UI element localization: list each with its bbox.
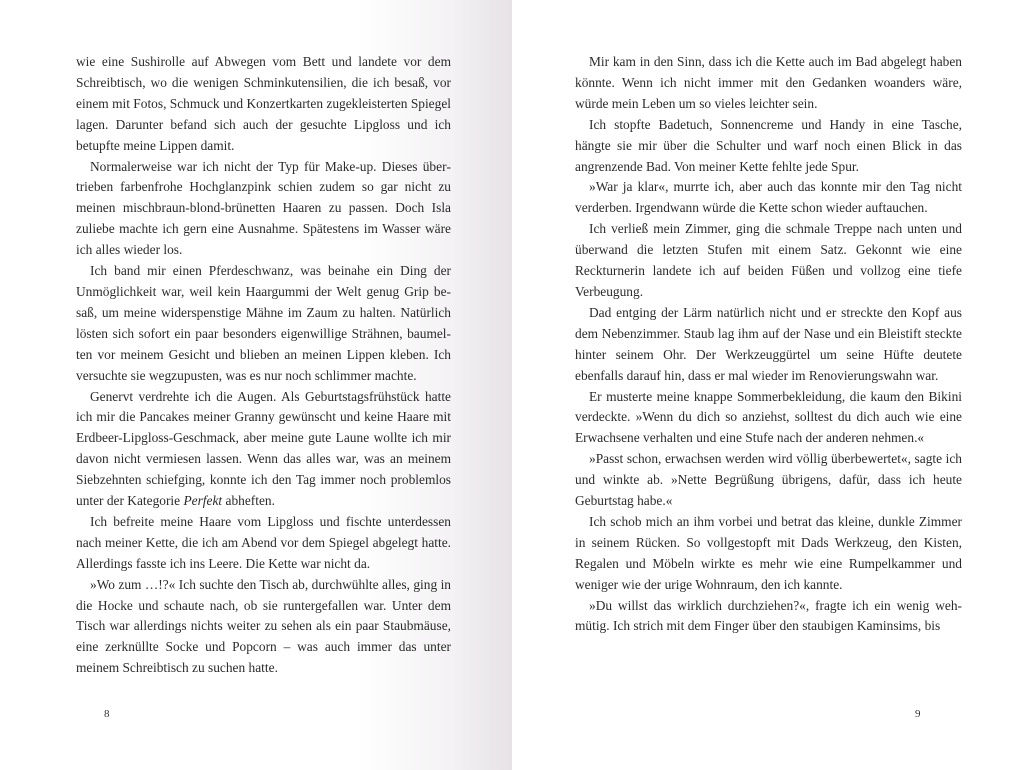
paragraph: Er musterte meine knappe Sommerbekleidung, die kaum den Bikini verdeckte. »Wenn du dich so anziehst, solltest du dich auch wie eine Erwachsene verhalten und eine Stufe nach der anderen nehmen.« [575, 388, 962, 446]
right-page [512, 0, 1024, 770]
right-page-text [575, 52, 962, 637]
paragraph: Normalerweise war ich nicht der Typ für Make-up. Dieses übertrieben farbenfrohe Hochglanzpink schien zudem so gar nicht zu meinen mischbraun-blond-brünetten Haaren zu passen. Doch Isla zuliebe machte ich gern eine Ausnahme. Spätestens im Wasser wäre ich alles wieder los. [76, 158, 451, 258]
paragraph: wie eine Sushirolle auf Abwegen vom Bett und landete vor dem Schreibtisch, wo die wenigen Schminkutensilien, die ich besaß, vor einem mit Fotos, Schmuck und Konzertkarten zugekleisterten Spiegel lagen. Darunter befand sich auch der gesuchte Lipgloss und ich betupfte meine Lippen damit. [76, 54, 451, 153]
paragraph: Dad entging der Lärm natürlich nicht und er streckte den Kopf aus dem Nebenzimmer. Staub lag ihm auf der Nase und ein Bleistift steckte hinter seinem Ohr. Der Werkzeuggürtel um seine Hüfte deutete ebenfalls darauf hin, dass er mal wieder im Renovierungswahn war. [575, 304, 962, 383]
page-number: 8 [104, 708, 110, 720]
paragraph: Ich band mir einen Pferdeschwanz, was beinahe ein Ding der Unmöglichkeit war, weil kein Haargummi der Welt genug Grip besaß, um meine widerspenstige Mähne im Zaum zu halten. Natürlich lösten sich sofort ein paar besonders eigenwillige Strähnen, baumelten vor meinem Gesicht und blieben an meinen Lippen kleben. Ich versuchte sie wegzupusten, was es nur noch schlimmer machte. [76, 263, 451, 383]
paragraph-text: abheften. [225, 493, 275, 509]
paragraph: Ich schob mich an ihm vorbei und betrat das kleine, dunkle Zimmer in seinem Rücken. So vollgestopft mit Dads Werkzeug, den Kisten, Regalen und Möbeln wirkte es mehr wie eine Rumpelkammer und weniger wie der urige Wohnraum, den ich kannte. [575, 513, 962, 592]
page-number: 9 [915, 708, 921, 720]
paragraph: »Du willst das wirklich durchziehen?«, fragte ich ein wenig wehmütig. Ich strich mit dem Finger über den staubigen Kaminsims, bis [575, 597, 962, 634]
paragraph: Ich stopfte Badetuch, Sonnencreme und Handy in eine Tasche, hängte sie mir über die Schulter und warf noch einen Blick in das angrenzende Bad. Von meiner Kette fehlte jede Spur. [575, 116, 962, 174]
paragraph: Ich verließ mein Zimmer, ging die schmale Treppe nach unten und überwand die letzten Stufen mit einem Satz. Gekonnt wie eine Reckturnerin landete ich auf beiden Füßen und vollzog eine tiefe Verbeugung. [575, 221, 962, 299]
paragraph-text: Genervt verdrehte ich die Augen. Als Geburtstagsfrühstück hatte ich mir die Pancakes meiner Granny gewünscht und keine Haare mit Erdbeer-Lipgloss-Geschmack, aber meine gute Laune wollte ich mir davon nicht vermiesen lassen. Wenn das alles war, was an meinem Siebzehnten schiefging, konnte ich den Tag immer noch problemlos unter der Kategorie [76, 388, 451, 509]
paragraph: »Wo zum …!?« Ich suchte den Tisch ab, durchwühlte alles, ging in die Hocke und schaute nach, ob sie runtergefallen war. Unter dem Tisch war allerdings nichts weiter zu sehen als ein paar Staubmäuse, eine zerknüllte Socke und Popcorn – was auch immer das unter meinem Schreibtisch zu suchen hatte. [76, 576, 451, 676]
paragraph: Ich befreite meine Haare vom Lipgloss und fischte unterdessen nach meiner Kette, die ich am Abend vor dem Spiegel abgelegt hatte. Allerdings fasste ich ins Leere. Die Kette war nicht da. [76, 513, 451, 571]
paragraph: Mir kam in den Sinn, dass ich die Kette auch im Bad abgelegt haben könnte. Wenn ich nicht immer mit den Gedanken woanders wäre, würde mein Leben um so vieles leichter sein. [575, 54, 962, 111]
paragraph: »Passt schon, erwachsen werden wird völlig überbewertet«, sagte ich und winkte ab. »Nette Begrüßung übrigens, dafür, dass ich heute Geburtstag habe.« [575, 451, 962, 509]
paragraph [76, 387, 451, 512]
emphasis-word: Perfekt [183, 493, 223, 509]
left-page-text [76, 52, 451, 679]
paragraph: »War ja klar«, murrte ich, aber auch das konnte mir den Tag nicht verderben. Irgendwann würde die Kette schon wieder auftauchen. [575, 179, 962, 216]
